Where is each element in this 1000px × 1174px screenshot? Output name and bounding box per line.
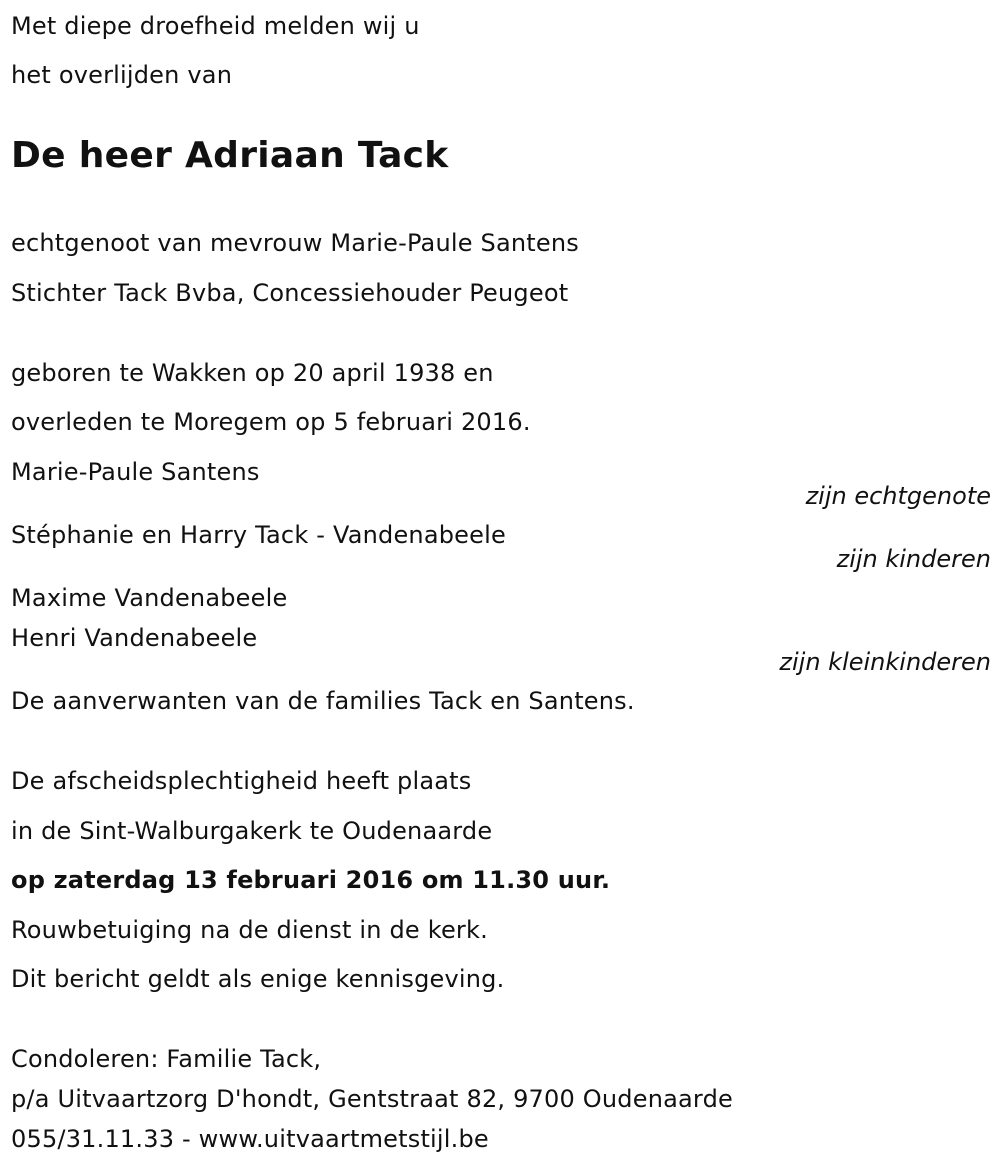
born-line: geboren te Wakken op 20 april 1938 en [11, 359, 494, 387]
condolence-note: Rouwbetuiging na de dienst in de kerk. [11, 916, 488, 944]
ceremony-line-2: in de Sint-Walburgakerk te Oudenaarde [11, 817, 493, 845]
grandchild-name-2: Henri Vandenabeele [11, 624, 258, 652]
role-line: Stichter Tack Bvba, Concessiehouder Peugeot [11, 279, 569, 307]
contact-address: p/a Uitvaartzorg D'hondt, Gentstraat 82, 9700 Oudenaarde [11, 1085, 733, 1113]
spouse-label: zijn echtgenote [805, 482, 991, 510]
intro-line-2: het overlijden van [11, 61, 233, 89]
children-label: zijn kinderen [836, 545, 991, 573]
spouse-relation-line: echtgenoot van mevrouw Marie-Paule Santens [11, 229, 579, 257]
intro-line-1: Met diepe droefheid melden wij u [11, 12, 420, 40]
spouse-name: Marie-Paule Santens [11, 458, 260, 486]
ceremony-line-1: De afscheidsplechtigheid heeft plaats [11, 767, 472, 795]
contact-phone-website: 055/31.11.33 - www.uitvaartmetstijl.be [11, 1125, 489, 1153]
children-names: Stéphanie en Harry Tack - Vandenabeele [11, 521, 506, 549]
contact-line-1: Condoleren: Familie Tack, [11, 1045, 322, 1073]
grandchild-name-1: Maxime Vandenabeele [11, 584, 288, 612]
deceased-name: De heer Adriaan Tack [11, 135, 449, 176]
relatives-line: De aanverwanten van de families Tack en Santens. [11, 687, 635, 715]
died-line: overleden te Moregem op 5 februari 2016. [11, 408, 531, 436]
ceremony-datetime: op zaterdag 13 februari 2016 om 11.30 uur. [11, 866, 611, 894]
grandchildren-label: zijn kleinkinderen [779, 648, 991, 676]
notice-line: Dit bericht geldt als enige kennisgeving. [11, 965, 505, 993]
